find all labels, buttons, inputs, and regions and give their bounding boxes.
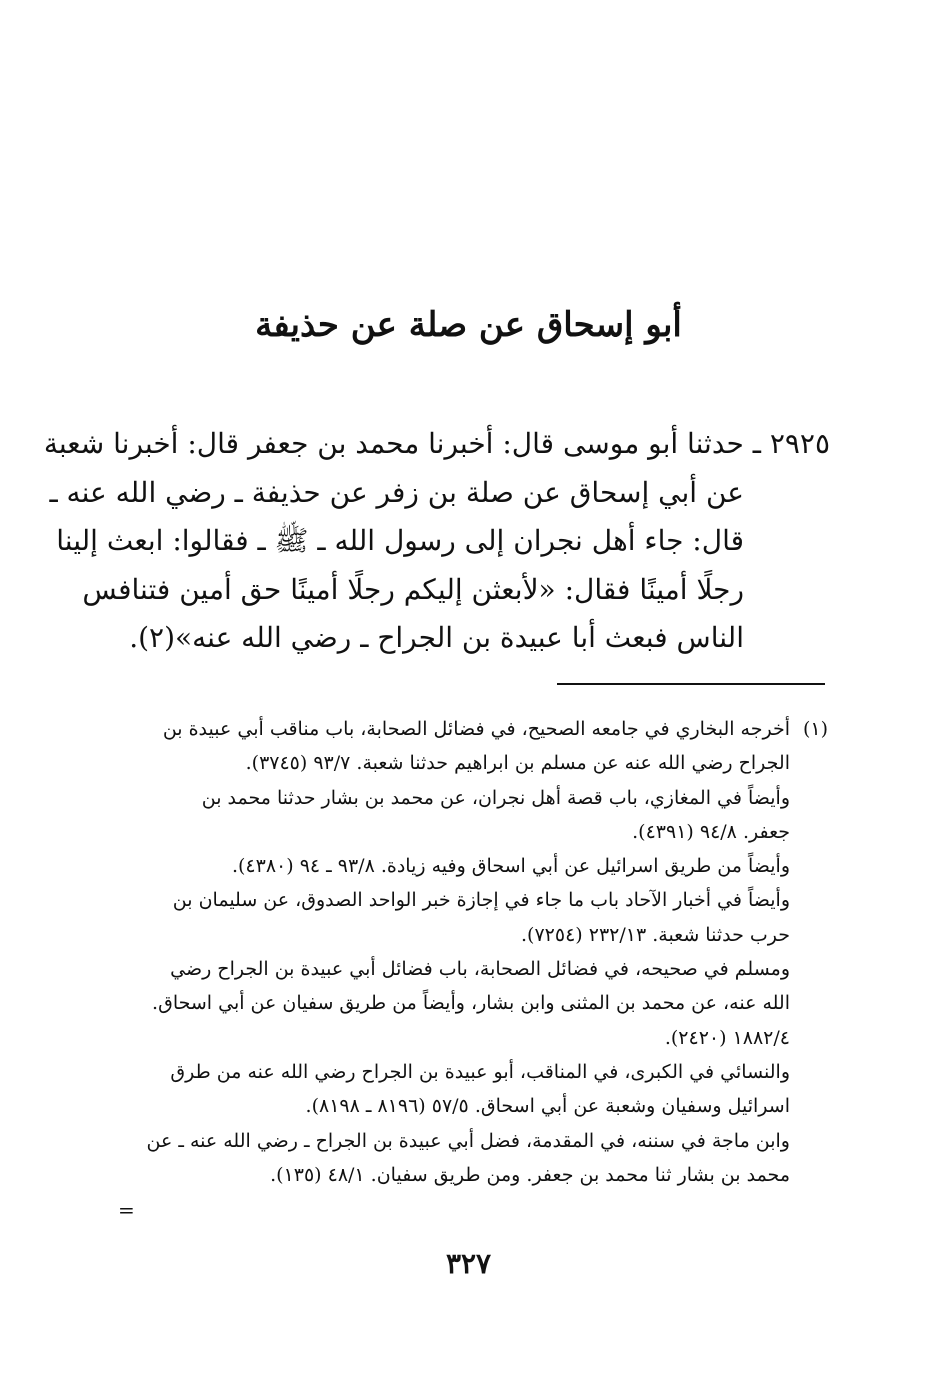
page-number: ٣٢٧ bbox=[445, 1247, 492, 1280]
footnote-line: وأيضاً في أخبار الآحاد باب ما جاء في إجازة خبر الواحد الصدوق، عن سليمان بن bbox=[172, 889, 790, 912]
footnote-line: اسرائيل وسفيان وشعبة عن أبي اسحاق. ٥٧/٥ (٨١٩٦ ـ ٨١٩٨). bbox=[305, 1095, 790, 1118]
footnote-line: ١٨٨٢/٤ (٢٤٢٠). bbox=[664, 1026, 790, 1049]
hadith-line: عن أبي إسحاق عن صلة بن زفر عن حذيفة ـ رضي الله عنه ـ bbox=[49, 475, 744, 509]
footnote-separator bbox=[557, 683, 825, 685]
chapter-title: أبو إسحاق عن صلة عن حذيفة bbox=[255, 305, 682, 345]
footnote-line: الله عنه، عن محمد بن المثنى وابن بشار، وأيضاً من طريق سفيان عن أبي اسحاق. bbox=[152, 992, 790, 1015]
footnote-line: جعفر. ٩٤/٨ (٤٣٩١). bbox=[632, 820, 790, 843]
footnote-line: محمد بن بشار ثنا محمد بن جعفر. ومن طريق سفيان. ٤٨/١ (١٣٥). bbox=[270, 1163, 790, 1186]
footnote-line: والنسائي في الكبرى، في المناقب، أبو عبيدة بن الجراح رضي الله عنه من طرق bbox=[170, 1060, 790, 1083]
continuation-mark: = bbox=[118, 1198, 135, 1222]
footnote-line bbox=[135, 712, 828, 746]
footnote-line: الجراح رضي الله عنه عن مسلم بن ابراهيم حدثنا شعبة. ٩٣/٧ (٣٧٤٥). bbox=[245, 752, 790, 775]
footnotes bbox=[135, 712, 828, 1192]
hadith-line: الناس فبعث أبا عبيدة بن الجراح ـ رضي الله عنه»(٢). bbox=[129, 621, 744, 654]
hadith-line: ٢٩٢٥ ـ حدثنا أبو موسى قال: أخبرنا محمد بن جعفر قال: أخبرنا شعبة bbox=[43, 427, 830, 460]
footnote-line: ومسلم في صحيحه، في فضائل الصحابة، باب فضائل أبي عبيدة بن الجراح رضي bbox=[170, 958, 790, 981]
footnote-marker: (١) bbox=[802, 718, 828, 740]
footnote-line: وأيضاً في المغازي، باب قصة أهل نجران، عن محمد بن بشار حدثنا محمد بن bbox=[201, 786, 790, 809]
footnote-line: وأيضاً من طريق اسرائيل عن أبي اسحاق وفيه زيادة. ٩٣/٨ ـ ٩٤ (٤٣٨٠). bbox=[231, 855, 790, 878]
footnote-line: وابن ماجة في سننه، في المقدمة، فضل أبي عبيدة بن الجراح ـ رضي الله عنه ـ عن bbox=[146, 1129, 790, 1152]
footnote-line-text: أخرجه البخاري في جامعه الصحيح، في فضائل الصحابة، باب مناقب أبي عبيدة بن bbox=[162, 718, 790, 740]
hadith-line: قال: جاء أهل نجران إلى رسول الله ـ ﷺ ـ فقالوا: ابعث إلينا bbox=[56, 524, 744, 557]
footnote-line: حرب حدثنا شعبة. ٢٣٢/١٣ (٧٢٥٤). bbox=[521, 923, 790, 946]
hadith-text bbox=[43, 420, 830, 663]
hadith-line: رجلًا أمينًا فقال: «لأبعثن إليكم رجلًا أمينًا حق أمين فتنافس bbox=[82, 572, 744, 606]
